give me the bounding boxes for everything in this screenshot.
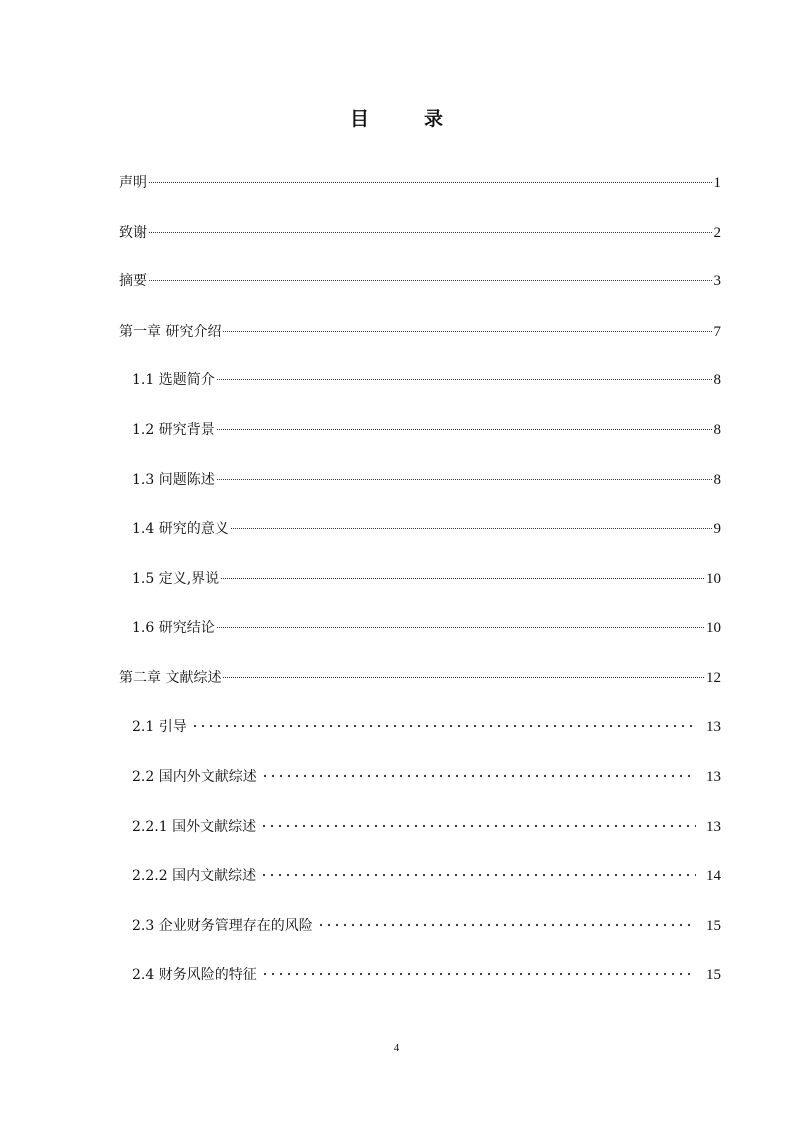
toc-entry-page: 9	[713, 521, 721, 537]
dot-leader	[223, 677, 704, 678]
toc-entry-page: 3	[713, 273, 721, 289]
toc-entry-chapter-1[interactable]	[119, 321, 721, 343]
toc-entry-label: 2.2 国内外文献综述	[132, 769, 257, 785]
toc-entry-label: 摘要	[119, 273, 147, 289]
toc-entry-label: 声明	[119, 175, 147, 191]
dot-leader	[261, 972, 696, 976]
toc-entry-label: 2.2.2 国内文献综述	[132, 868, 257, 884]
dot-leader	[217, 627, 704, 628]
dot-leader	[149, 232, 712, 233]
toc-entry-page: 14	[706, 868, 721, 884]
toc-entry-1-4[interactable]	[132, 518, 721, 540]
footer-page-number: 4	[393, 1042, 400, 1054]
toc-entry-label: 2.1 引导	[132, 719, 187, 735]
toc-entry-zhaiyao[interactable]	[119, 270, 721, 292]
toc-entry-label: 第一章 研究介绍	[119, 324, 222, 340]
toc-entry-2-1[interactable]	[132, 716, 721, 738]
toc-entry-page: 10	[706, 571, 721, 587]
toc-entry-label: 1.1 选题简介	[132, 372, 215, 388]
toc-entry-2-4[interactable]	[132, 964, 721, 986]
page-title: 目 录	[349, 108, 461, 130]
toc-entry-1-1[interactable]	[132, 369, 721, 391]
toc-entry-label: 1.3 问题陈述	[132, 472, 215, 488]
dot-leader	[260, 824, 696, 828]
toc-entry-page: 13	[706, 769, 721, 785]
dot-leader	[149, 182, 712, 183]
dot-leader	[260, 873, 696, 877]
dot-leader	[221, 578, 704, 579]
toc-entry-1-3[interactable]	[132, 469, 721, 491]
toc-entry-2-3[interactable]	[132, 915, 721, 937]
toc-entry-label: 2.3 企业财务管理存在的风险	[132, 918, 313, 934]
toc-entry-page: 8	[713, 472, 721, 488]
dot-leader	[191, 724, 696, 728]
toc-entry-page: 7	[713, 324, 721, 340]
toc-entry-chapter-2[interactable]	[119, 667, 721, 689]
dot-leader	[223, 331, 711, 332]
dot-leader	[317, 923, 696, 927]
dot-leader	[217, 379, 712, 380]
toc-entry-page: 12	[706, 670, 721, 686]
toc-entry-label: 2.4 财务风险的特征	[132, 967, 257, 983]
toc-entry-page: 15	[706, 967, 721, 983]
toc-entry-page: 1	[713, 175, 721, 191]
dot-leader	[217, 479, 712, 480]
dot-leader	[217, 429, 712, 430]
toc-entry-page: 2	[713, 225, 721, 241]
toc-entry-zhixie[interactable]	[119, 222, 721, 244]
toc-entry-2-2[interactable]	[132, 766, 721, 788]
toc-entry-page: 15	[706, 918, 721, 934]
toc-entry-2-2-2[interactable]	[132, 865, 721, 887]
toc-entry-label: 1.4 研究的意义	[132, 521, 229, 537]
toc-entry-page: 10	[706, 620, 721, 636]
toc-entry-1-5[interactable]	[132, 568, 721, 590]
dot-leader	[149, 280, 712, 281]
toc-entry-label: 1.6 研究结论	[132, 620, 215, 636]
toc-entry-shengming[interactable]	[119, 172, 721, 194]
toc-entry-1-6[interactable]	[132, 617, 721, 639]
toc-entry-page: 8	[713, 372, 721, 388]
toc-entry-label: 致谢	[119, 225, 147, 241]
toc-entry-2-2-1[interactable]	[132, 816, 721, 838]
toc-entry-page: 8	[713, 422, 721, 438]
toc-entry-page: 13	[706, 819, 721, 835]
toc-entry-label: 1.2 研究背景	[132, 422, 215, 438]
dot-leader	[231, 528, 712, 529]
toc-entry-label: 第二章 文献综述	[119, 670, 222, 686]
toc-entry-1-2[interactable]	[132, 419, 721, 441]
toc-entry-label: 2.2.1 国外文献综述	[132, 819, 257, 835]
toc-entry-label: 1.5 定义,界说	[132, 571, 220, 587]
dot-leader	[261, 774, 696, 778]
toc-entry-page: 13	[706, 719, 721, 735]
